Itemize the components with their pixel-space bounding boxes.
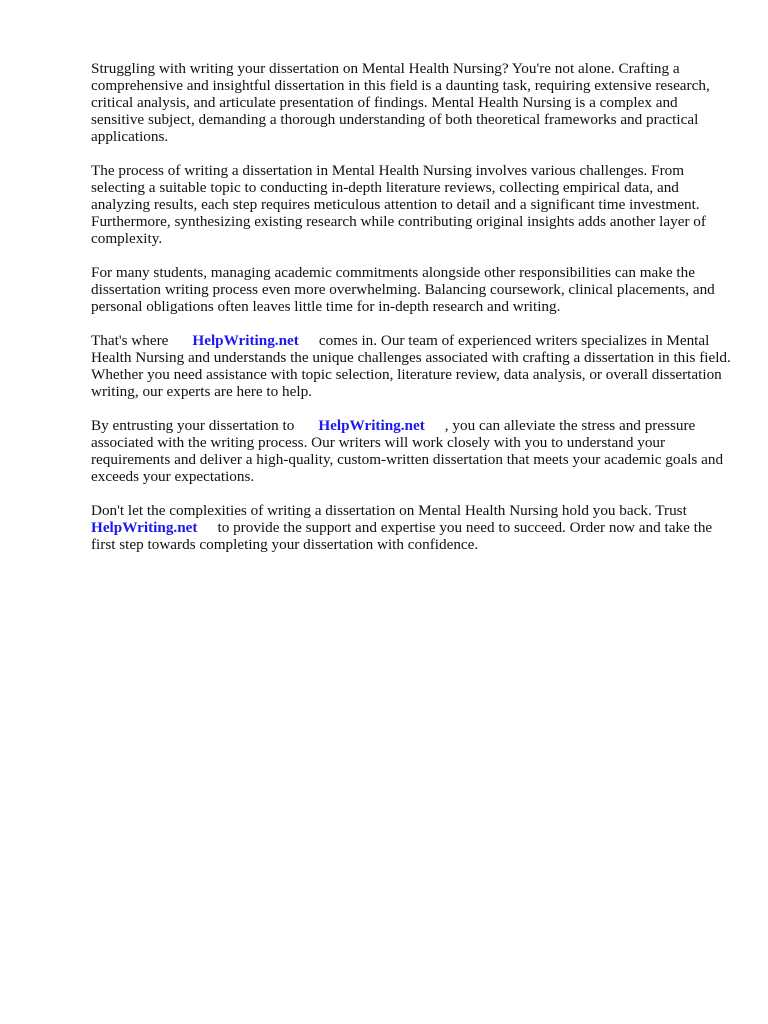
paragraph-intro-text: Struggling with writing your dissertation on Mental Health Nursing? You're not alone. Crafting a comprehensive and insightful dissertation in this field is a daunting task, requiring extensive research, critical analysis, and articulate presentation of findings. Mental Health Nursing is a complex and sensitive subject, demanding a thorough understanding of both theoretical frameworks and practical applications.	[91, 60, 710, 145]
document-body	[91, 60, 731, 570]
paragraph-thats-where-rest: comes in. Our team of experienced writers specializes in Mental Health Nursing and understands the unique challenges associated with crafting a dissertation in this field. Whether you need assistance with topic selection, literature review, data analysis, or overall dissertation writing, our experts are here to help.	[91, 332, 731, 400]
paragraph-entrusting	[91, 417, 731, 485]
paragraph-thats-where	[91, 332, 731, 400]
helpwriting-link-2[interactable]: HelpWriting.net	[318, 417, 425, 434]
paragraph-challenges	[91, 162, 731, 247]
paragraph-closing-rest: to provide the support and expertise you need to succeed. Order now and take the first step towards completing your dissertation with confidence.	[91, 519, 713, 553]
paragraph-students	[91, 264, 731, 315]
paragraph-closing	[91, 502, 731, 553]
paragraph-closing-lead: Don't let the complexities of writing a dissertation on Mental Health Nursing hold you back. Trust	[91, 502, 687, 519]
paragraph-entrusting-lead: By entrusting your dissertation to	[91, 417, 295, 434]
paragraph-students-text: For many students, managing academic commitments alongside other responsibilities can make the dissertation writing process even more overwhelming. Balancing coursework, clinical placements, and personal obligations often leaves little time for in-depth research and writing.	[91, 264, 715, 315]
paragraph-thats-where-lead: That's where	[91, 332, 169, 349]
paragraph-intro	[91, 60, 731, 145]
helpwriting-link-3[interactable]: HelpWriting.net	[91, 519, 198, 536]
paragraph-challenges-text: The process of writing a dissertation in Mental Health Nursing involves various challenges. From selecting a suitable topic to conducting in-depth literature reviews, collecting empirical data, and analyzing results, each step requires meticulous attention to detail and a significant time investment. Furthermore, synthesizing existing research while contributing original insights adds another layer of complexity.	[91, 162, 706, 247]
helpwriting-link-1[interactable]: HelpWriting.net	[192, 332, 299, 349]
paragraph-entrusting-rest: , you can alleviate the stress and pressure associated with the writing process. Our writers will work closely with you to understand your requirements and deliver a high-quality, custom-written dissertation that meets your academic goals and exceeds your expectations.	[91, 417, 724, 485]
